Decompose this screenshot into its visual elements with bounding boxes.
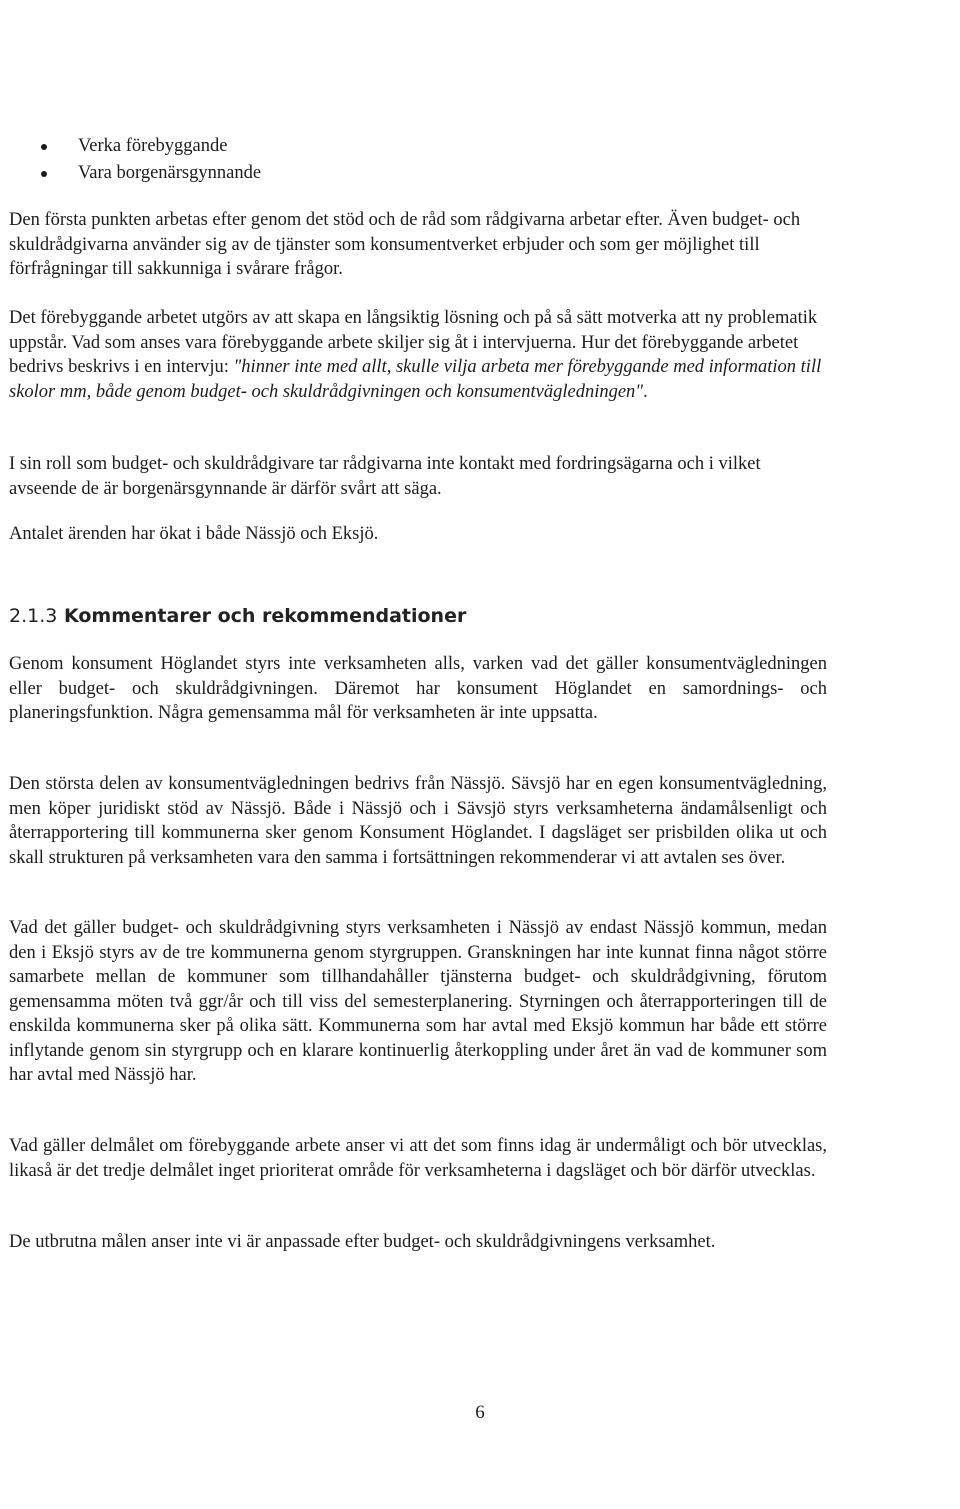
section-number: 2.1.3 [9, 605, 58, 627]
paragraph-debt-advice: Vad det gäller budget- och skuldrådgivning styrs verksamheten i Nässjö av endast Nässjö kommun, medan den i Eksjö styrs av de tre kommunerna genom styrgruppen. Granskningen har inte kunnat finna något större samarbete mellan de kommuner som tillhandahåller tjänsterna budget- och skuldrådgivning, förutom gemensamma möten två ggr/år och till viss del semesterplanering. Styrningen och återrapporteringen till de enskilda kommunerna sker på olika sätt. Kommunerna som har avtal med Eksjö kommun har både ett större inflytande genom sin styrgrupp och en klarare kontinuerlig återkoppling under året än vad de kommuner som har avtal med Nässjö har. [9, 918, 827, 1085]
paragraph-preventive-work [9, 306, 827, 404]
goal-bullet-list [0, 133, 261, 187]
section-title: Kommentarer och rekommendationer [63, 605, 467, 627]
paragraph-advice-support: Den första punkten arbetas efter genom det stöd och de råd som rådgivarna arbetar efter. Även budget- och skuldrådgivarna använder sig av de tjänster som konsumentverket erbjuder och som ger möjlighet till förfrågningar till sakkunniga i svårare frågor. [9, 210, 801, 279]
page-number: 6 [475, 1402, 485, 1423]
paragraph-case-increase: Antalet ärenden har ökat i både Nässjö och Eksjö. [9, 524, 379, 544]
section-heading [9, 603, 466, 629]
bullet-item: Vara borgenärsgynnande [0, 160, 261, 187]
paragraph-governance: Genom konsument Höglandet styrs inte verksamheten alls, varken vad det gäller konsumentvägledningen eller budget- och skuldrådgivningen. Däremot har konsument Höglandet en samordnings- och planeringsfunktion. Några gemensamma mål för verksamheten är inte uppsatta. [9, 654, 827, 723]
paragraph-sub-goals: Vad gäller delmålet om förebyggande arbete anser vi att det som finns idag är undermåligt och bör utvecklas, likaså är det tredje delmålet inget prioriterat område för verksamheterna i dagsläget och bör därför utvecklas. [9, 1136, 827, 1181]
paragraph-creditor-contact: I sin roll som budget- och skuldrådgivare tar rådgivarna inte kontakt med fordringsägarna och i vilket avseende de är borgenärsgynnande är därför svårt att säga. [9, 454, 761, 499]
paragraph-goals-fit: De utbrutna målen anser inte vi är anpassade efter budget- och skuldrådgivningens verksamhet. [9, 1232, 716, 1252]
bullet-item: Verka förebyggande [0, 133, 261, 160]
quote-end: . [643, 381, 648, 402]
paragraph-consumer-guidance: Den största delen av konsumentvägledningen bedrivs från Nässjö. Sävsjö har en egen konsumentvägledning, men köper juridiskt stöd av Nässjö. Både i Nässjö och i Sävsjö styrs verksamheterna ändamålsenligt och återrapportering till kommunerna sker genom Konsument Höglandet. I dagsläget ser prisbilden olika ut och skall strukturen på verksamheten vara den samma i fortsättningen rekommenderar vi att avtalen ses över. [9, 774, 827, 868]
interview-quote: "hinner inte med allt, skulle vilja arbeta mer förebyggande med information till skolor mm, både genom budget- och skuldrådgivningen och konsumentvägledningen" [9, 357, 822, 402]
preventive-work-text: Det förebyggande arbetet utgörs av att skapa en långsiktig lösning och på så sätt motverka att ny problematik uppstår. Vad som anses vara förebyggande arbete skiljer sig åt i intervjuerna. Hur det förebyggande arbetet bedrivs beskrivs i en intervju: [9, 308, 818, 377]
